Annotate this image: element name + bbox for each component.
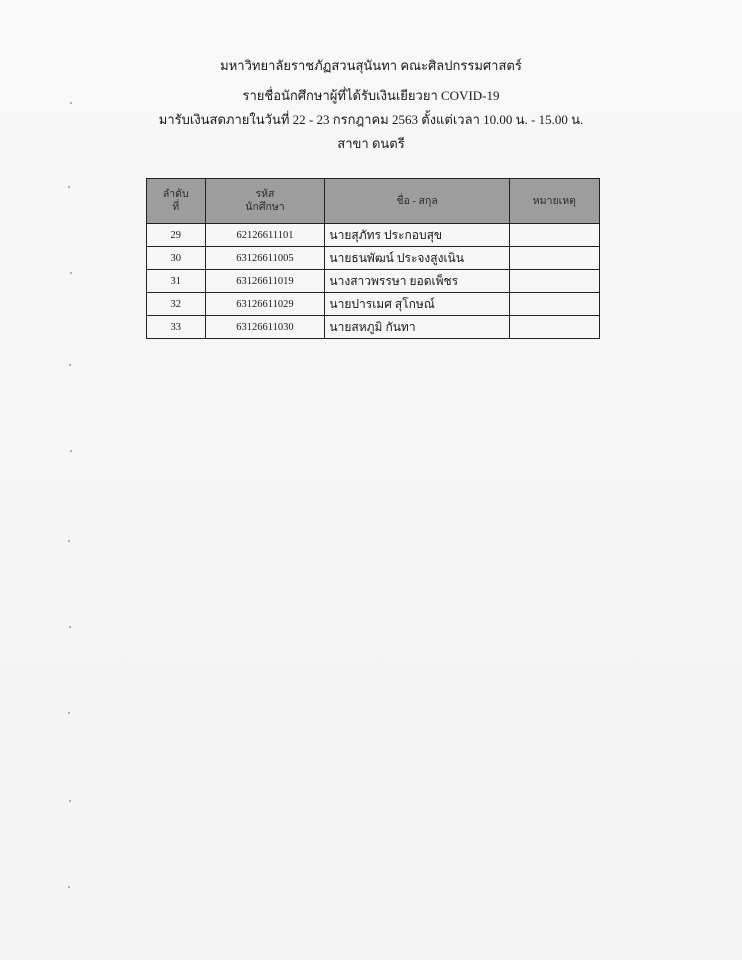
column-header-id-line1: รหัส — [255, 189, 275, 200]
pickup-schedule-text: มารับเงินสดภายในวันที่ 22 - 23 กรกฎาคม 2563 ตั้งแต่เวลา 10.00 น. - 15.00 น. — [158, 112, 584, 127]
student-name: นายสุภัทร ประกอบสุข — [325, 224, 509, 247]
row-number: 32 — [147, 293, 206, 316]
table-row — [147, 247, 600, 270]
note-cell — [509, 247, 599, 270]
university-faculty-heading: มหาวิทยาลัยราชภัฏสวนสุนันทา คณะศิลปกรรมศาสตร์ — [220, 58, 522, 73]
table-row — [147, 224, 600, 247]
column-header-name: ชื่อ - สกุล — [325, 179, 509, 224]
table-row — [147, 293, 600, 316]
scan-speck — [68, 186, 70, 188]
row-number: 30 — [147, 247, 206, 270]
note-cell — [509, 270, 599, 293]
document-title: รายชื่อนักศึกษาผู้ที่ได้รับเงินเยียวยา COVID-19 — [242, 88, 500, 103]
table-row — [147, 316, 600, 339]
department-label: สาขา ดนตรี — [337, 136, 405, 151]
student-id: 63126611029 — [205, 293, 325, 316]
scan-speck — [68, 712, 70, 714]
student-name: นายธนพัฒน์ ประจงสูงเนิน — [325, 247, 509, 270]
scan-speck — [68, 540, 70, 542]
student-id: 63126611030 — [205, 316, 325, 339]
student-id: 62126611101 — [205, 224, 325, 247]
column-header-student-id — [205, 179, 325, 224]
note-cell — [509, 224, 599, 247]
row-number: 31 — [147, 270, 206, 293]
column-header-id-line2: นักศึกษา — [245, 202, 285, 213]
scan-speck — [70, 102, 72, 104]
column-header-number-line2: ที่ — [172, 202, 180, 213]
table-header-row — [147, 179, 600, 224]
table-row — [147, 270, 600, 293]
student-id: 63126611019 — [205, 270, 325, 293]
scan-speck — [69, 626, 71, 628]
row-number: 29 — [147, 224, 206, 247]
scan-speck — [70, 450, 72, 452]
note-cell — [509, 293, 599, 316]
scan-speck — [70, 272, 72, 274]
row-number: 33 — [147, 316, 206, 339]
column-header-number — [147, 179, 206, 224]
column-header-note: หมายเหตุ — [509, 179, 599, 224]
student-id: 63126611005 — [205, 247, 325, 270]
scan-speck — [68, 886, 70, 888]
student-roster-table — [146, 178, 600, 339]
student-name: นายสหภูมิ กันทา — [325, 316, 509, 339]
student-name: นางสาวพรรษา ยอดเพ็ชร — [325, 270, 509, 293]
student-name: นายปารเมศ สุโกษณ์ — [325, 293, 509, 316]
scan-speck — [69, 364, 71, 366]
column-header-number-line1: ลำดับ — [162, 189, 189, 200]
scan-speck — [69, 800, 71, 802]
note-cell — [509, 316, 599, 339]
